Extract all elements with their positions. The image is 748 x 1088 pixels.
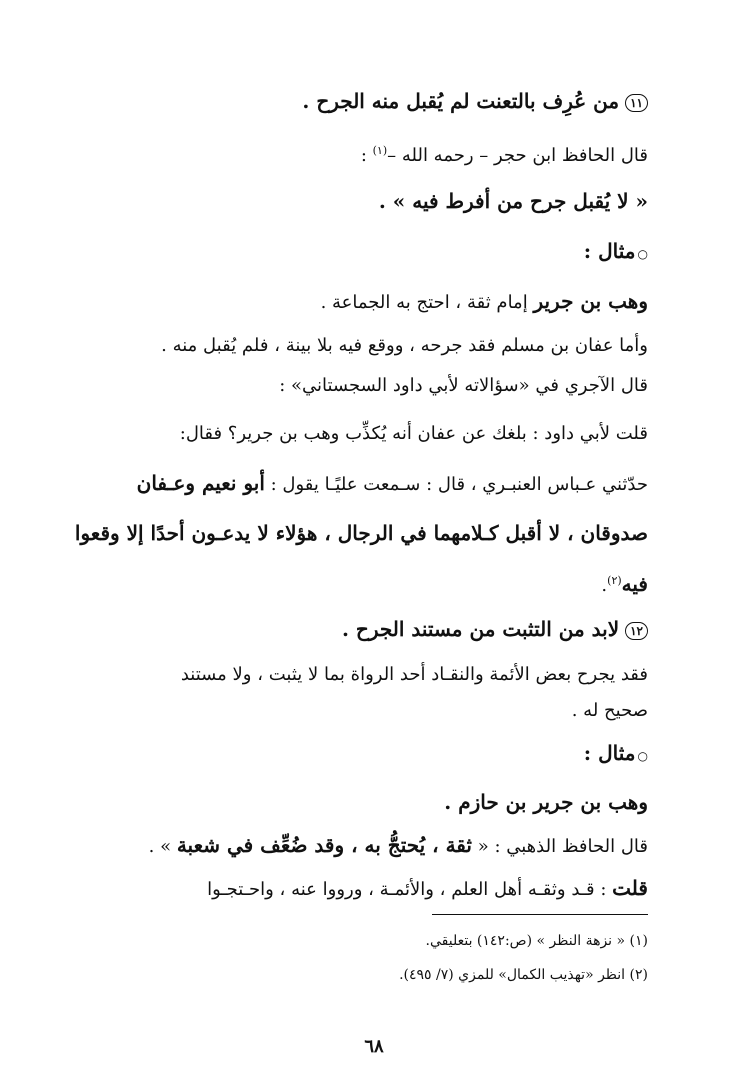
- footnote-ref-2[interactable]: (٢): [607, 574, 622, 587]
- paragraph-line: [100, 286, 648, 318]
- section-11-heading: [100, 86, 648, 116]
- quote-line: « لا يُقبل جرح من أفرط فيه » .: [378, 189, 648, 213]
- footnote-2: (٢) انظر «تهذيب الكمال» للمزي (٧/ ٤٩٥).: [399, 967, 648, 983]
- paragraph-line: قال الآجري في «سؤالاته لأبي داود السجستاني» :: [279, 375, 648, 396]
- ring-bullet-icon: ○: [637, 247, 648, 261]
- bold-text: أبو نعيم وعـفان: [136, 471, 265, 495]
- paragraph-line: [100, 830, 648, 862]
- line-text: فيه: [621, 572, 648, 596]
- footnote-ref-1[interactable]: (١): [372, 144, 388, 157]
- line-text: :: [360, 145, 373, 166]
- page-number: ٦٨: [364, 1036, 384, 1057]
- line-text: : قـد وثقـه أهل العلم ، والأئمـة ، ورووا عنه ، واحـتجـوا: [207, 879, 613, 900]
- section-title: من عُرِف بالتعنت لم يُقبل منه الجرح .: [302, 89, 620, 113]
- narrator-name: وهب بن جرير: [533, 289, 648, 313]
- bold-text: ثقة ، يُحتجُّ به ، وقد ضُعِّف في شعبة: [176, 833, 472, 857]
- footnote-divider: [432, 914, 648, 915]
- paragraph-line: [100, 136, 648, 171]
- section-title: لابد من التثبت من مستند الجرح .: [342, 617, 620, 641]
- ring-bullet-icon: ○: [637, 749, 648, 763]
- paragraph-line: [100, 566, 648, 601]
- line-text: .: [601, 575, 608, 596]
- line-text: قال الحافظ الذهبي : «: [472, 836, 648, 857]
- line-text: » .: [148, 836, 177, 857]
- paragraph-line: وأما عفان بن مسلم فقد جرحه ، ووقع فيه بلا بينة ، فلم يُقبل منه .: [161, 335, 648, 356]
- line-text: قال الحافظ ابن حجر – رحمه الله –: [387, 145, 648, 166]
- paragraph-line: وهب بن جرير بن حازم .: [444, 790, 648, 814]
- paragraph-line: صحيح له .: [571, 700, 648, 721]
- line-text: حدّثني عـباس العنبـري ، قال : سـمعت عليًـا يقول :: [264, 474, 648, 495]
- footnote-1: (١) « نزهة النظر » (ص:١٤٢) بتعليقي.: [425, 933, 648, 949]
- paragraph-line: صدوقان ، لا أقبل كـلامهما في الرجال ، هؤلاء لا يدعـون أحدًا إلا وقعوا: [74, 521, 648, 545]
- example-label: مثال :: [583, 741, 636, 765]
- bold-text: قلت: [612, 876, 648, 900]
- paragraph-line: قلت لأبي داود : بلغك عن عفان أنه يُكذِّب وهب بن جرير؟ فقال:: [179, 423, 648, 444]
- section-number-badge: ١١: [625, 94, 648, 112]
- example-heading: [100, 738, 648, 771]
- paragraph-line: فقد يجرح بعض الأئمة والنقـاد أحد الرواة بما لا يثبت ، ولا مستند: [180, 664, 648, 685]
- example-label: مثال :: [583, 239, 636, 263]
- line-text: إمام ثقة ، احتج به الجماعة .: [320, 292, 534, 313]
- paragraph-line: [100, 468, 648, 500]
- paragraph-line: [100, 873, 648, 905]
- example-heading: [100, 236, 648, 269]
- section-12-heading: [100, 614, 648, 644]
- section-number-badge: ١٢: [625, 622, 648, 640]
